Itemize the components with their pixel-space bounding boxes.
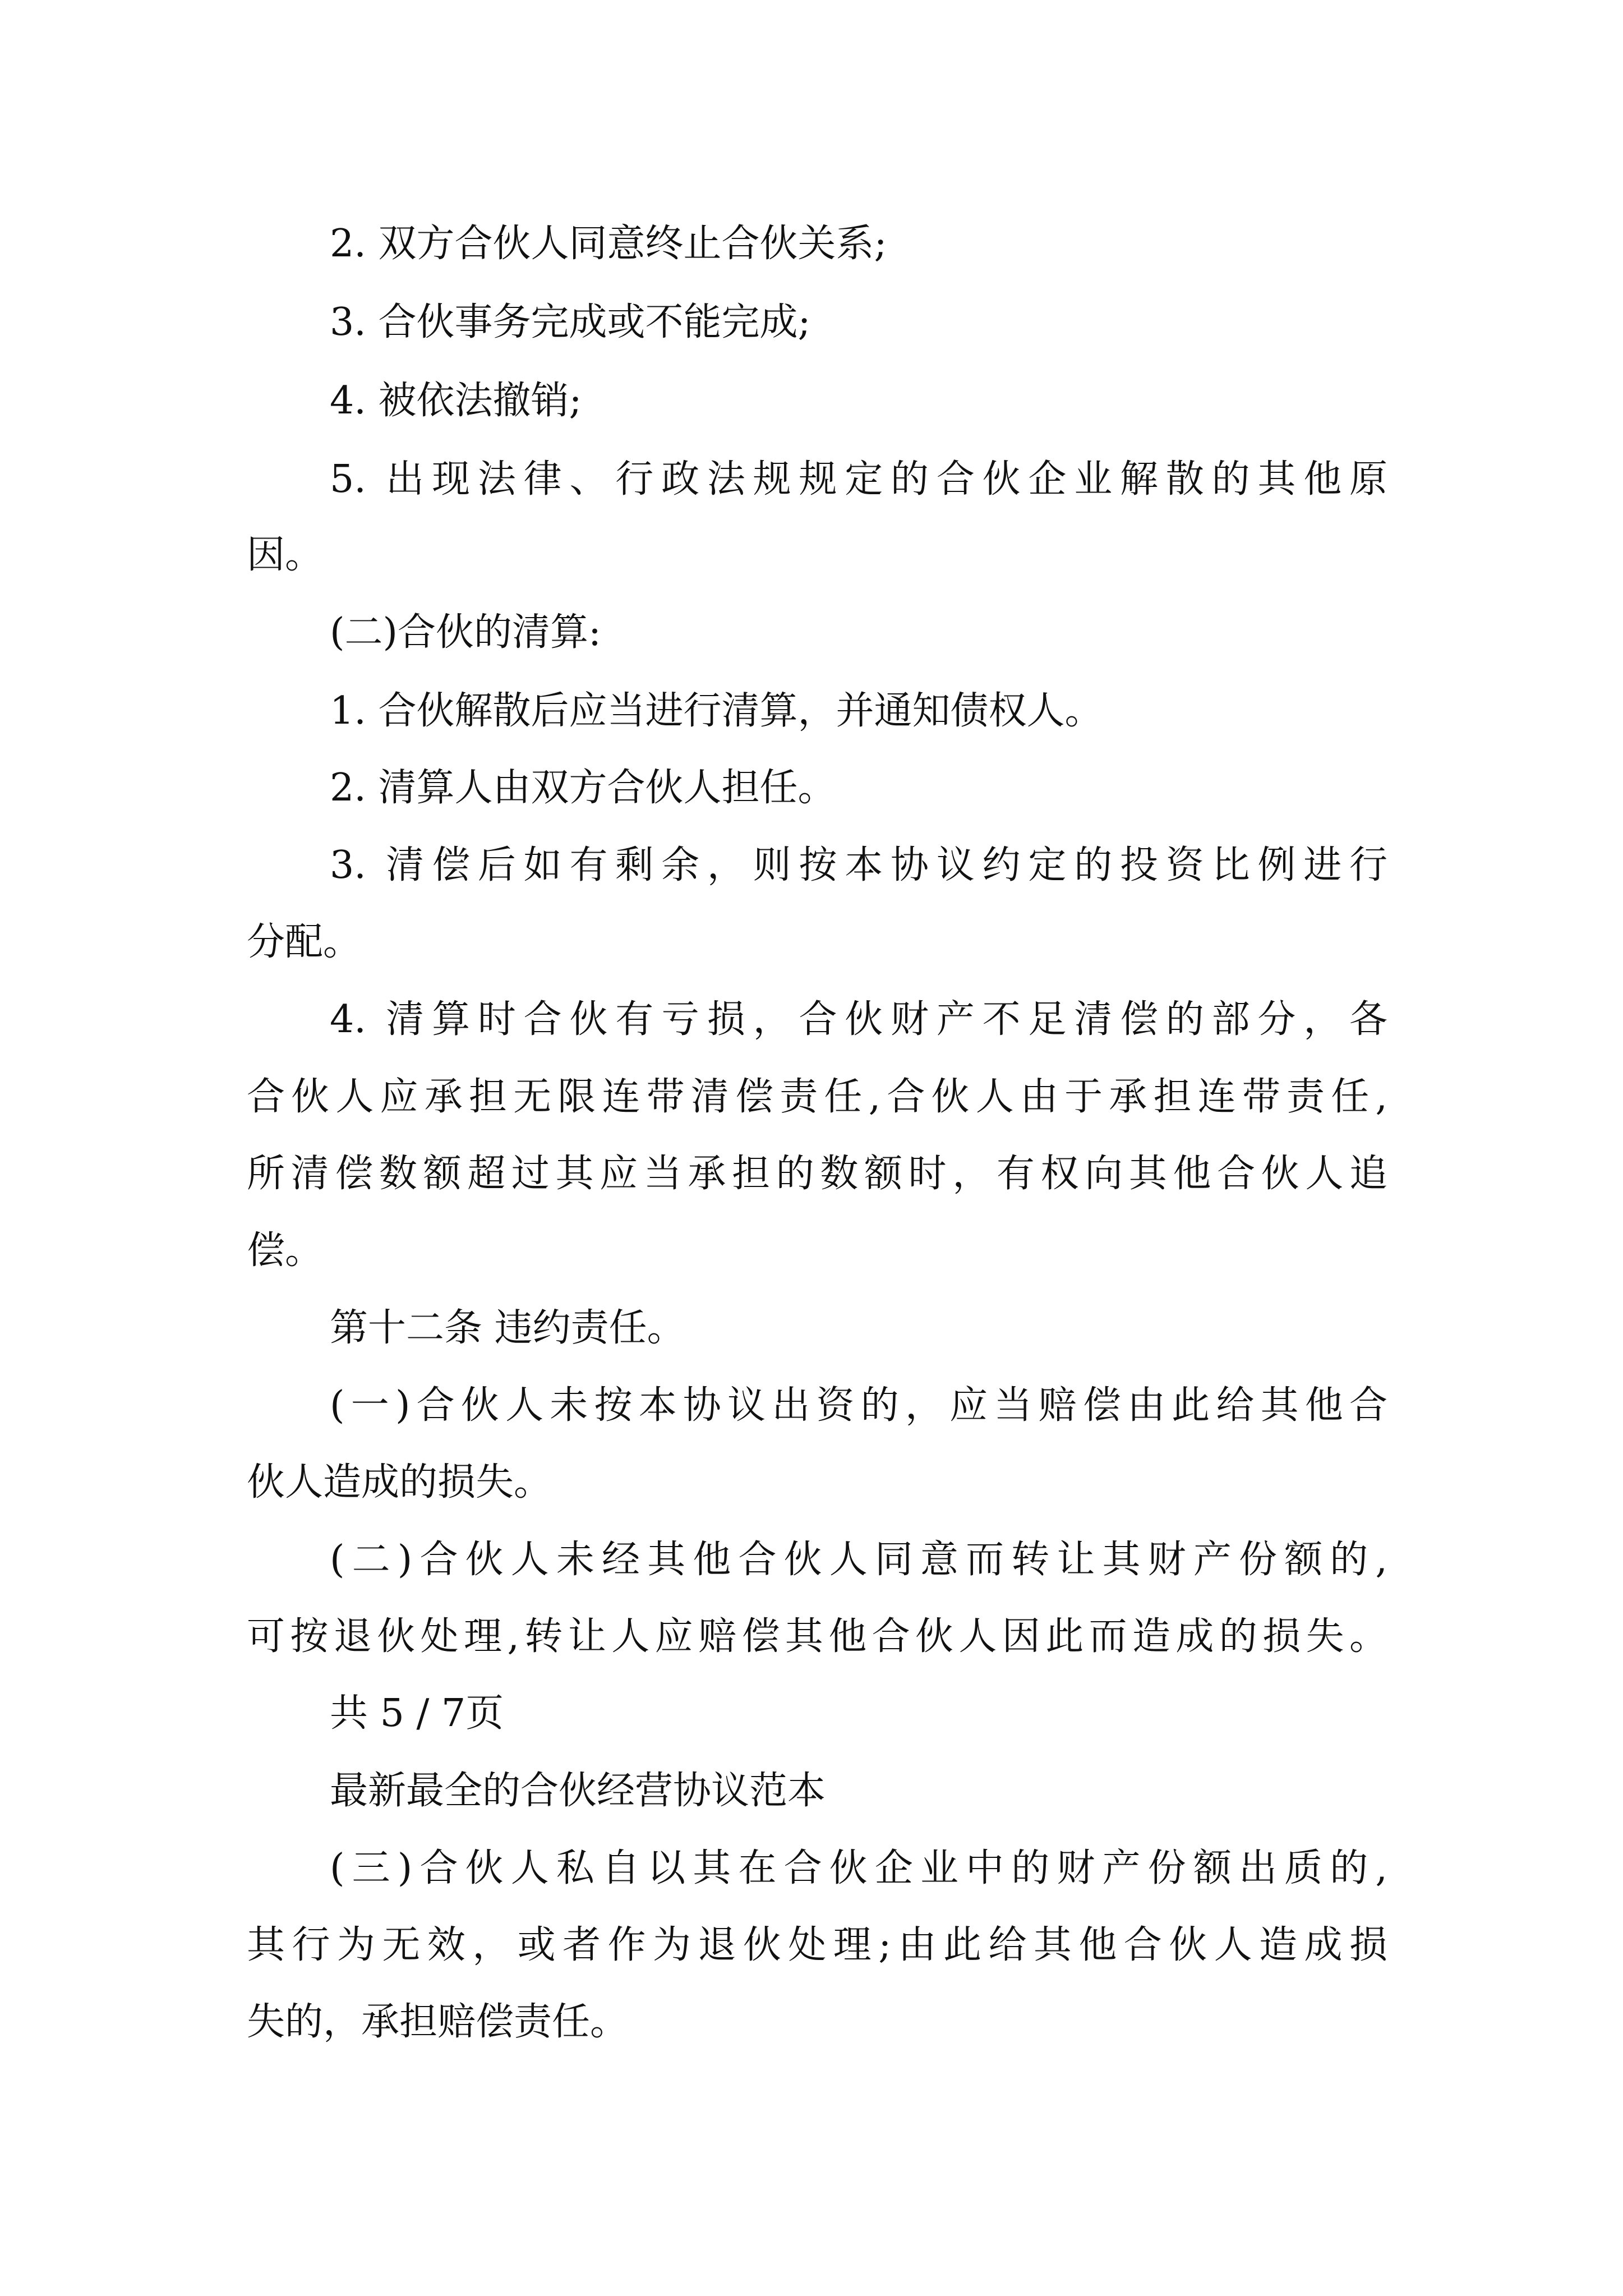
clause-line-breach-3-cont-2: 失的，承担赔偿责任。 (247, 2000, 629, 2044)
document-title-footer: 最新最全的合伙经营协议范本 (330, 1769, 826, 1813)
clause-line-liquidation-2: 2. 清算人由双方合伙人担任。 (330, 766, 836, 810)
clause-line-liquidation-3: 3. 清偿后如有剩余，则按本协议约定的投资比例进行 (330, 843, 1387, 887)
clause-line-breach-2: (二)合伙人未经其他合伙人同意而转让其财产份额的, (330, 1538, 1387, 1582)
clause-line-breach-1: (一)合伙人未按本协议出资的，应当赔偿由此给其他合 (330, 1383, 1387, 1428)
clause-line-dissolution-5-cont: 因。 (247, 533, 324, 577)
clause-line-liquidation-4: 4. 清算时合伙有亏损，合伙财产不足清偿的部分，各 (330, 997, 1387, 1042)
clause-line-liquidation-4-cont-1: 合伙人应承担无限连带清偿责任,合伙人由于承担连带责任, (247, 1075, 1387, 1119)
clause-line-dissolution-2: 2. 双方合伙人同意终止合伙关系; (330, 222, 887, 266)
clause-line-liquidation-4-cont-3: 偿。 (247, 1228, 324, 1273)
clause-line-dissolution-5: 5. 出现法律、行政法规规定的合伙企业解散的其他原 (330, 457, 1387, 501)
clause-line-breach-2-cont: 可按退伙处理,转让人应赔偿其他合伙人因此而造成的损失。 (247, 1614, 1387, 1659)
section-heading-liquidation: (二)合伙的清算: (330, 610, 601, 655)
clause-line-dissolution-3: 3. 合伙事务完成或不能完成; (330, 300, 811, 344)
article-heading-breach: 第十二条 违约责任。 (330, 1306, 685, 1350)
clause-line-dissolution-4: 4. 被依法撤销; (330, 379, 582, 423)
clause-line-breach-3-cont-1: 其行为无效，或者作为退伙处理;由此给其他合伙人造成损 (247, 1923, 1387, 1967)
clause-line-liquidation-4-cont-2: 所清偿数额超过其应当承担的数额时，有权向其他合伙人追 (247, 1152, 1387, 1196)
clause-line-liquidation-3-cont: 分配。 (247, 920, 362, 964)
clause-line-breach-1-cont: 伙人造成的损失。 (247, 1460, 552, 1504)
clause-line-liquidation-1: 1. 合伙解散后应当进行清算，并通知债权人。 (330, 689, 1103, 733)
page-number: 共 5 / 7页 (330, 1691, 504, 1736)
clause-line-breach-3: (三)合伙人私自以其在合伙企业中的财产份额出质的, (330, 1846, 1387, 1890)
